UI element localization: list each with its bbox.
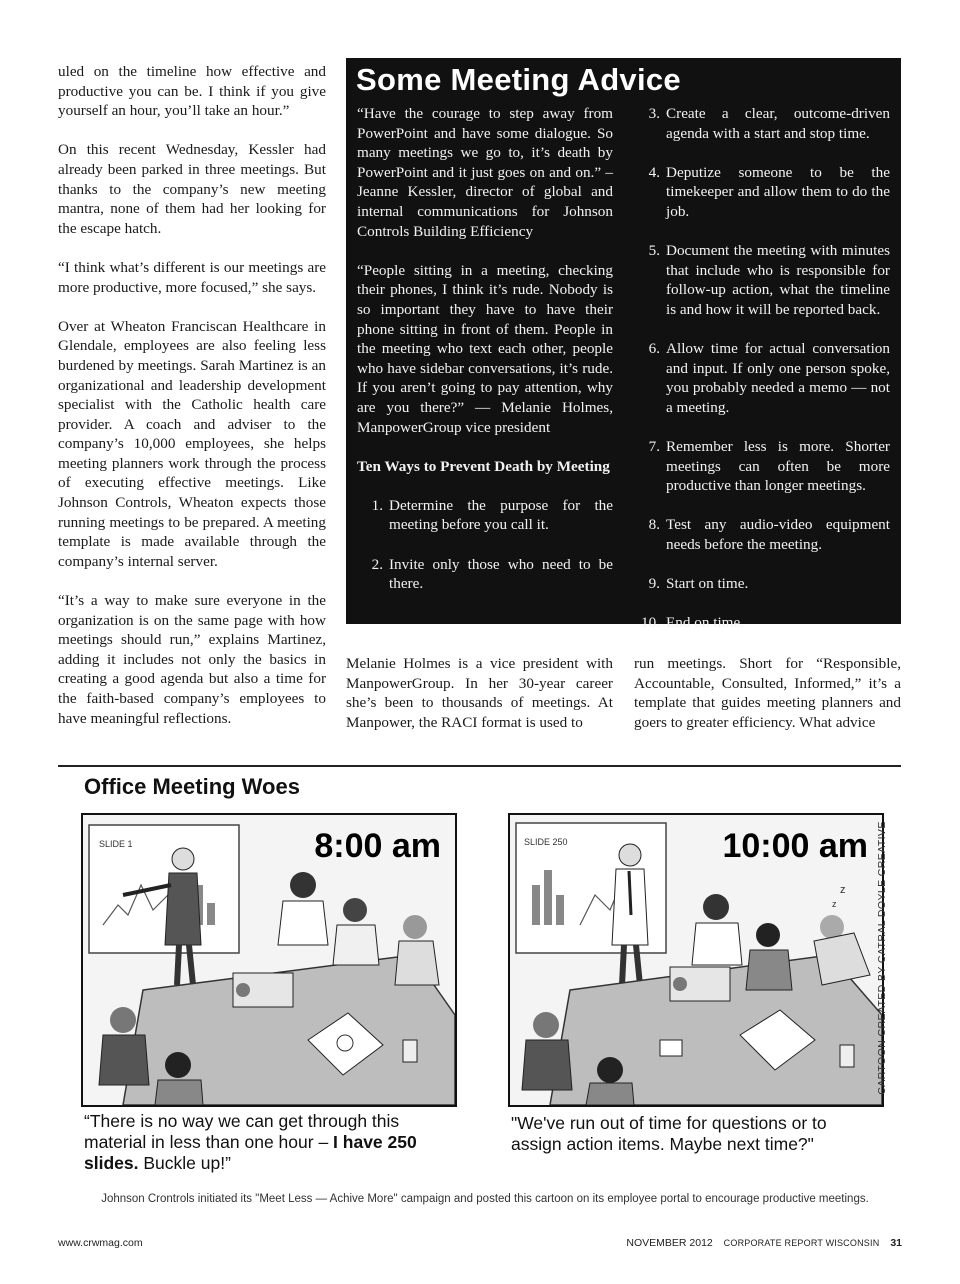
tip-item [634,163,890,222]
cartoon-title: Office Meeting Woes [84,774,300,799]
tip-number: 9. [648,575,660,593]
svg-text:z: z [832,899,837,909]
sidebar-title: Some Meeting Advice [356,62,681,97]
tip-item [634,613,890,633]
article-paragraph: Over at Wheaton Franciscan Healthcare in Glendale, employees are also feeling less burdened by meetings. Sarah Martinez is an organizational and leadership development specialist with the Catholic health care provider. A coach and adviser to the company’s 10,000 employees, she helps meeting planners work through the process of executing effective meetings. Like Johnson Controls, Wheaton expects those running meetings to be prepared. A meeting template is made available through the company’s internal server. [58,317,326,570]
svg-text:z: z [840,884,846,896]
slide-label: SLIDE 1 [99,839,133,849]
tips-heading: Ten Ways to Prevent Death by Meeting [357,457,610,475]
footer-info [618,1237,902,1249]
tip-item [357,496,613,535]
cartoon-panel-morning [81,813,457,1107]
sidebar-right-column [634,104,890,653]
tip-text: Test any audio-video equipment needs before the meeting. [666,516,890,554]
tip-text: Remember less is more. Shorter meetings can often be more productive than longer meetings. [666,438,890,495]
tip-item [634,339,890,417]
caption-text: “There is no way we can get through this material in less than one hour – [84,1111,400,1152]
tip-text: Determine the purpose for the meeting before you call it. [389,496,613,534]
article-middle-column: Melanie Holmes is a vice president with ManpowerGroup. In her 30-year career she’s been to thousands of meetings. At Manpower, the RACI format is used to [346,655,613,731]
article-paragraph: uled on the timeline how effective and productive you can be. I think if you give yourself an hour, you’ll take an hour.” [58,63,326,120]
cartoon-caption-late: "We've run out of time for questions or to assign action items. Maybe next time?" [511,1113,827,1154]
page-number: 31 [890,1237,902,1249]
time-label: 10:00 am [722,827,868,865]
tip-number: 7. [648,438,660,456]
sidebar-quote: “Have the courage to step away from PowerPoint and have some dialogue. So many meetings we go to, it’s death by PowerPoint and it just goes on and on.” – Jeanne Kessler, director of global and internal communications for Johnson Controls Building Efficiency [357,105,613,240]
cartoon-footnote: Johnson Crontrols initiated its "Meet Less — Achive More" campaign and posted this cartoon on its employee portal to encourage productive meetings. [101,1193,869,1205]
caption-emphasis: I have 250 slides. [84,1132,417,1173]
slide-label: SLIDE 250 [524,837,568,847]
tip-item [634,437,890,496]
tip-item [634,574,890,594]
tip-item [634,241,890,319]
time-label: 8:00 am [314,827,441,865]
footer-url: www.crwmag.com [58,1237,143,1249]
tip-number: 6. [648,340,660,358]
meeting-advice-sidebar [346,58,901,632]
tip-number: 4. [648,163,660,181]
tip-text: Create a clear, outcome-driven agenda with a start and stop time. [666,105,890,142]
tip-text: Deputize someone to be the timekeeper and allow them to do the job. [666,163,890,220]
issue-date: NOVEMBER 2012 [626,1237,713,1249]
tip-number: 10. [641,614,660,632]
tip-text: End on time. [666,614,745,632]
sidebar-left-column [357,104,613,613]
publication-name: CORPORATE REPORT WISCONSIN [723,1238,880,1248]
article-paragraph: On this recent Wednesday, Kessler had already been parked in three meetings. But thanks to the company’s new meeting mantra, none of them had her looking for the escape hatch. [58,141,326,237]
tip-item [634,515,890,554]
section-divider [58,765,901,767]
article-right-column: run meetings. Short for “Responsible, Accountable, Consulted, Informed,” it’s a template that guides meeting planners and goers to greater efficiency. What advice [634,655,901,731]
tip-number: 1. [371,496,383,514]
cartoon-panel-late [508,813,884,1107]
tip-text: Allow time for actual conversation and input. If only one person spoke, you probably needed a memo — not a meeting. [666,340,890,416]
cartoon-credit: CARTOON CREATED BY CATRAL DOYLE CREATIVE [876,821,888,1095]
article-left-column [58,62,326,748]
tip-text: Document the meeting with minutes that include who is responsible for follow-up action, what the timeline is and how it will be reported back. [666,242,890,318]
tip-text: Start on time. [666,575,749,593]
tip-text: Invite only those who need to be there. [389,555,613,593]
article-paragraph: “I think what’s different is our meetings are more productive, more focused,” she says. [58,258,326,296]
tip-number: 2. [371,555,383,573]
sidebar-quote: “People sitting in a meeting, checking their phones, I think it’s rude. Nobody is so important they have to have their phone sitting in front of them. People in the meeting who text each other, people who have sidebar conversations, it’s rude. If you aren’t going to pay attention, why are you there?” — Melanie Holmes, ManpowerGroup vice president [357,261,613,436]
caption-text: Buckle up!” [143,1153,231,1173]
tip-number: 8. [648,516,660,534]
tip-number: 3. [648,105,660,122]
tip-item [357,555,613,594]
tip-item [634,104,890,143]
cartoon-caption-morning [84,1111,444,1174]
article-paragraph: “It’s a way to make sure everyone in the organization is on the same page with how meetings should run,” explains Martinez, adding it includes not only the basics in creating a good agenda but also a time for the faith-based company’s employees to have meaningful reflections. [58,592,326,727]
tip-number: 5. [648,242,660,260]
